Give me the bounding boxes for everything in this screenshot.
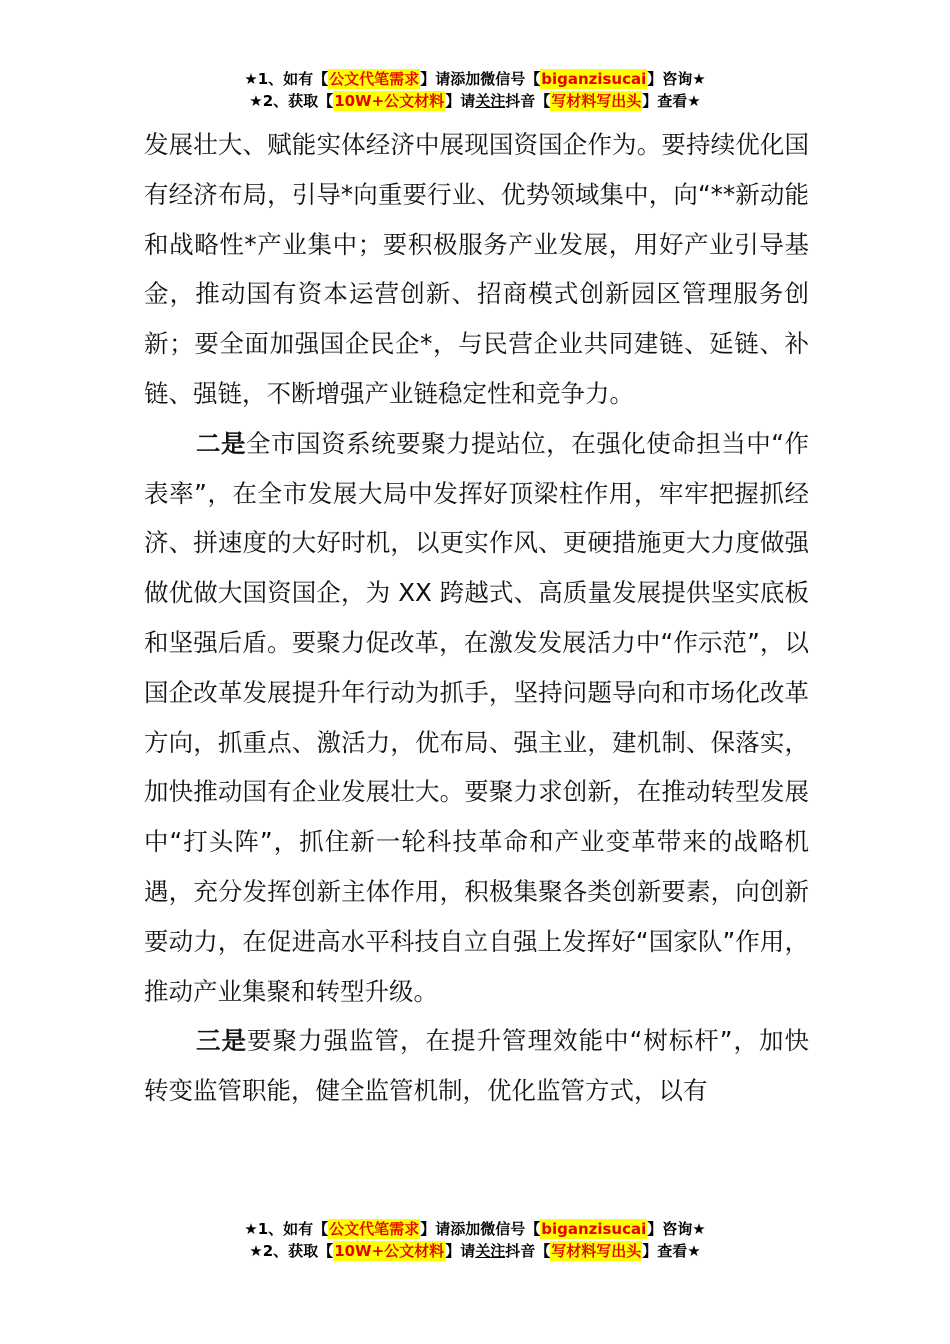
banner-text: ★1、如有【 — [244, 70, 329, 88]
banner-line-1 — [0, 1218, 950, 1240]
banner-highlight: 公文代笔需求 — [329, 70, 420, 88]
paragraph-lead: 三是 — [196, 1026, 248, 1056]
banner-text: 】请添加微信号【 — [420, 1220, 541, 1238]
banner-highlight: biganzisucai — [541, 1220, 647, 1238]
banner-text: 抖音【 — [505, 92, 551, 110]
banner-text: ★2、获取【 — [249, 1242, 334, 1260]
banner-text: 】请添加微信号【 — [420, 70, 541, 88]
banner-text: 】查看★ — [642, 92, 701, 110]
banner-line-2 — [0, 1240, 950, 1262]
banner-text: ★2、获取【 — [249, 92, 334, 110]
banner-highlight: 10W+公文材料 — [334, 92, 445, 110]
banner-highlight: biganzisucai — [541, 70, 647, 88]
banner-text: ★1、如有【 — [244, 1220, 329, 1238]
banner-text: 】请 — [445, 1242, 476, 1260]
paragraph-2 — [144, 419, 809, 1017]
banner-text: 抖音【 — [505, 1242, 551, 1260]
banner-highlight: 写材料写出头 — [551, 92, 642, 110]
banner-highlight: 公文代笔需求 — [329, 1220, 420, 1238]
paragraph-text: 要聚力强监管，在提升管理效能中“树标杆”，加快转变监管职能，健全监管机制，优化监管方式，以有 — [144, 1026, 809, 1106]
top-banner — [0, 68, 950, 112]
bottom-banner — [0, 1218, 950, 1262]
banner-text: 】请 — [445, 92, 476, 110]
paragraph-text: 全市国资系统要聚力提站位，在强化使命担当中“作表率”，在全市发展大局中发挥好顶梁柱作用，牢牢把握抓经济、拼速度的大好时机，以更实作风、更硬措施更大力度做强做优做大国资国企，为 XX 跨越式、高质量发展提供坚实底板和坚强后盾。要聚力促改革，在激发发展活力中“作示范”，以国企改革发展提升年行动为抓手，坚持问题导向和市场化改革方向，抓重点、激活力，优布局、强主业，建机制、保落实，加快推动国有企业发展壮大。要聚力求创新，在推动转型发展中“打头阵”，抓住新一轮科技革命和产业变革带来的战略机遇，充分发挥创新主体作用，积极集聚各类创新要素，向创新要动力，在促进高水平科技自立自强上发挥好“国家队”作用，推动产业集聚和转型升级。 — [144, 428, 809, 1006]
banner-underlined-text: 关注 — [475, 92, 506, 110]
banner-line-2 — [0, 90, 950, 112]
banner-text: 】查看★ — [642, 1242, 701, 1260]
banner-underlined-text: 关注 — [475, 1242, 506, 1260]
banner-highlight: 写材料写出头 — [551, 1242, 642, 1260]
banner-highlight: 10W+公文材料 — [334, 1242, 445, 1260]
banner-line-1 — [0, 68, 950, 90]
document-body — [144, 120, 809, 1116]
paragraph-1: 发展壮大、赋能实体经济中展现国资国企作为。要持续优化国有经济布局，引导*向重要行业、优势领域集中，向“**新动能和战略性*产业集中；要积极服务产业发展，用好产业引导基金，推动国有资本运营创新、招商模式创新园区管理服务创新；要全面加强国企民企*，与民营企业共同建链、延链、补链、强链，不断增强产业链稳定性和竞争力。 — [144, 130, 809, 408]
banner-text: 】咨询★ — [647, 1220, 706, 1238]
paragraph-3 — [144, 1016, 809, 1116]
banner-text: 】咨询★ — [647, 70, 706, 88]
paragraph-lead: 二是 — [196, 428, 247, 458]
